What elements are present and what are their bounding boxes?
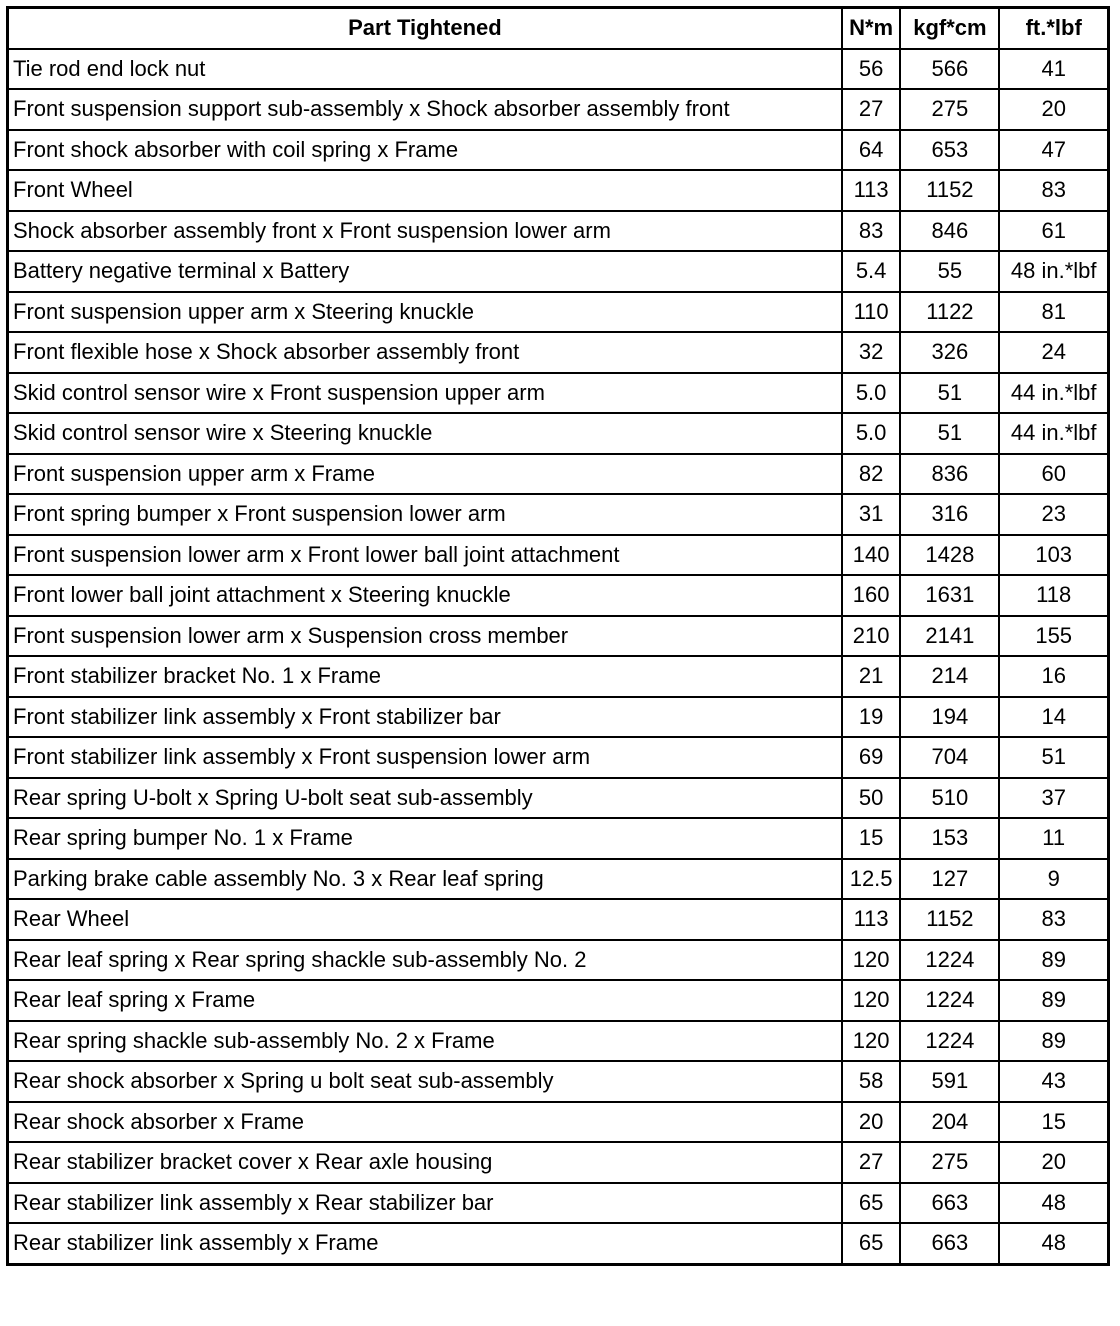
cell-kgf-cm: 1428 bbox=[900, 535, 999, 576]
table-row bbox=[8, 1183, 1109, 1224]
table-row bbox=[8, 130, 1109, 171]
cell-ft-lbf: 20 bbox=[999, 89, 1108, 130]
cell-newton-meters: 50 bbox=[842, 778, 901, 819]
cell-part-tightened: Front stabilizer bracket No. 1 x Frame bbox=[8, 656, 842, 697]
cell-newton-meters: 83 bbox=[842, 211, 901, 252]
cell-kgf-cm: 663 bbox=[900, 1183, 999, 1224]
cell-kgf-cm: 591 bbox=[900, 1061, 999, 1102]
cell-ft-lbf: 61 bbox=[999, 211, 1108, 252]
header-kgf-cm: kgf*cm bbox=[900, 8, 999, 49]
table-row bbox=[8, 818, 1109, 859]
cell-newton-meters: 210 bbox=[842, 616, 901, 657]
cell-newton-meters: 65 bbox=[842, 1183, 901, 1224]
cell-newton-meters: 58 bbox=[842, 1061, 901, 1102]
cell-part-tightened: Front suspension upper arm x Frame bbox=[8, 454, 842, 495]
cell-newton-meters: 65 bbox=[842, 1223, 901, 1264]
table-row bbox=[8, 535, 1109, 576]
cell-ft-lbf: 43 bbox=[999, 1061, 1108, 1102]
cell-newton-meters: 32 bbox=[842, 332, 901, 373]
cell-ft-lbf: 155 bbox=[999, 616, 1108, 657]
cell-kgf-cm: 653 bbox=[900, 130, 999, 171]
cell-ft-lbf: 48 bbox=[999, 1223, 1108, 1264]
cell-kgf-cm: 846 bbox=[900, 211, 999, 252]
cell-part-tightened: Front suspension upper arm x Steering knuckle bbox=[8, 292, 842, 333]
cell-ft-lbf: 83 bbox=[999, 170, 1108, 211]
cell-kgf-cm: 153 bbox=[900, 818, 999, 859]
cell-part-tightened: Rear shock absorber x Spring u bolt seat sub-assembly bbox=[8, 1061, 842, 1102]
cell-newton-meters: 27 bbox=[842, 1142, 901, 1183]
header-row bbox=[8, 8, 1109, 49]
cell-newton-meters: 110 bbox=[842, 292, 901, 333]
cell-part-tightened: Battery negative terminal x Battery bbox=[8, 251, 842, 292]
table-row bbox=[8, 373, 1109, 414]
cell-part-tightened: Front suspension lower arm x Suspension cross member bbox=[8, 616, 842, 657]
cell-newton-meters: 20 bbox=[842, 1102, 901, 1143]
cell-newton-meters: 27 bbox=[842, 89, 901, 130]
header-newton-meters: N*m bbox=[842, 8, 901, 49]
cell-part-tightened: Rear spring bumper No. 1 x Frame bbox=[8, 818, 842, 859]
cell-kgf-cm: 1152 bbox=[900, 899, 999, 940]
cell-ft-lbf: 83 bbox=[999, 899, 1108, 940]
cell-ft-lbf: 11 bbox=[999, 818, 1108, 859]
cell-ft-lbf: 44 in.*lbf bbox=[999, 413, 1108, 454]
cell-kgf-cm: 51 bbox=[900, 413, 999, 454]
cell-kgf-cm: 704 bbox=[900, 737, 999, 778]
table-row bbox=[8, 332, 1109, 373]
header-ft-lbf: ft.*lbf bbox=[999, 8, 1108, 49]
cell-ft-lbf: 89 bbox=[999, 1021, 1108, 1062]
cell-part-tightened: Skid control sensor wire x Front suspension upper arm bbox=[8, 373, 842, 414]
table-header bbox=[8, 8, 1109, 49]
cell-kgf-cm: 326 bbox=[900, 332, 999, 373]
cell-ft-lbf: 44 in.*lbf bbox=[999, 373, 1108, 414]
cell-newton-meters: 160 bbox=[842, 575, 901, 616]
cell-part-tightened: Rear spring U-bolt x Spring U-bolt seat sub-assembly bbox=[8, 778, 842, 819]
cell-newton-meters: 12.5 bbox=[842, 859, 901, 900]
table-row bbox=[8, 454, 1109, 495]
cell-part-tightened: Rear leaf spring x Rear spring shackle sub-assembly No. 2 bbox=[8, 940, 842, 981]
cell-ft-lbf: 15 bbox=[999, 1102, 1108, 1143]
cell-kgf-cm: 1631 bbox=[900, 575, 999, 616]
cell-kgf-cm: 1224 bbox=[900, 1021, 999, 1062]
cell-part-tightened: Rear shock absorber x Frame bbox=[8, 1102, 842, 1143]
cell-newton-meters: 120 bbox=[842, 1021, 901, 1062]
cell-ft-lbf: 14 bbox=[999, 697, 1108, 738]
cell-ft-lbf: 48 in.*lbf bbox=[999, 251, 1108, 292]
cell-kgf-cm: 204 bbox=[900, 1102, 999, 1143]
cell-ft-lbf: 37 bbox=[999, 778, 1108, 819]
table-row bbox=[8, 737, 1109, 778]
cell-newton-meters: 5.4 bbox=[842, 251, 901, 292]
table-row bbox=[8, 211, 1109, 252]
torque-spec-table bbox=[6, 6, 1110, 1266]
table-row bbox=[8, 49, 1109, 90]
cell-newton-meters: 140 bbox=[842, 535, 901, 576]
cell-ft-lbf: 20 bbox=[999, 1142, 1108, 1183]
cell-newton-meters: 113 bbox=[842, 899, 901, 940]
cell-newton-meters: 19 bbox=[842, 697, 901, 738]
cell-ft-lbf: 89 bbox=[999, 940, 1108, 981]
cell-part-tightened: Front spring bumper x Front suspension lower arm bbox=[8, 494, 842, 535]
cell-newton-meters: 120 bbox=[842, 940, 901, 981]
cell-kgf-cm: 663 bbox=[900, 1223, 999, 1264]
cell-ft-lbf: 23 bbox=[999, 494, 1108, 535]
cell-kgf-cm: 2141 bbox=[900, 616, 999, 657]
table-row bbox=[8, 980, 1109, 1021]
cell-part-tightened: Rear stabilizer link assembly x Rear stabilizer bar bbox=[8, 1183, 842, 1224]
table-row bbox=[8, 656, 1109, 697]
table-row bbox=[8, 89, 1109, 130]
cell-part-tightened: Rear leaf spring x Frame bbox=[8, 980, 842, 1021]
table-body bbox=[8, 49, 1109, 1265]
table-row bbox=[8, 616, 1109, 657]
cell-ft-lbf: 48 bbox=[999, 1183, 1108, 1224]
cell-part-tightened: Rear stabilizer link assembly x Frame bbox=[8, 1223, 842, 1264]
cell-part-tightened: Rear spring shackle sub-assembly No. 2 x Frame bbox=[8, 1021, 842, 1062]
cell-part-tightened: Rear stabilizer bracket cover x Rear axle housing bbox=[8, 1142, 842, 1183]
cell-ft-lbf: 51 bbox=[999, 737, 1108, 778]
cell-ft-lbf: 81 bbox=[999, 292, 1108, 333]
cell-ft-lbf: 47 bbox=[999, 130, 1108, 171]
cell-kgf-cm: 275 bbox=[900, 89, 999, 130]
table-row bbox=[8, 251, 1109, 292]
cell-newton-meters: 69 bbox=[842, 737, 901, 778]
cell-part-tightened: Parking brake cable assembly No. 3 x Rear leaf spring bbox=[8, 859, 842, 900]
table-row bbox=[8, 1142, 1109, 1183]
table-row bbox=[8, 1223, 1109, 1264]
cell-part-tightened: Tie rod end lock nut bbox=[8, 49, 842, 90]
cell-kgf-cm: 1152 bbox=[900, 170, 999, 211]
table-row bbox=[8, 413, 1109, 454]
table-row bbox=[8, 494, 1109, 535]
cell-ft-lbf: 103 bbox=[999, 535, 1108, 576]
cell-part-tightened: Shock absorber assembly front x Front suspension lower arm bbox=[8, 211, 842, 252]
cell-part-tightened: Front flexible hose x Shock absorber assembly front bbox=[8, 332, 842, 373]
table-row bbox=[8, 292, 1109, 333]
table-row bbox=[8, 697, 1109, 738]
cell-newton-meters: 5.0 bbox=[842, 373, 901, 414]
cell-newton-meters: 56 bbox=[842, 49, 901, 90]
table-row bbox=[8, 575, 1109, 616]
cell-kgf-cm: 1224 bbox=[900, 940, 999, 981]
cell-kgf-cm: 566 bbox=[900, 49, 999, 90]
cell-part-tightened: Front stabilizer link assembly x Front suspension lower arm bbox=[8, 737, 842, 778]
table-row bbox=[8, 940, 1109, 981]
cell-part-tightened: Front Wheel bbox=[8, 170, 842, 211]
cell-newton-meters: 113 bbox=[842, 170, 901, 211]
cell-kgf-cm: 510 bbox=[900, 778, 999, 819]
cell-kgf-cm: 55 bbox=[900, 251, 999, 292]
cell-ft-lbf: 9 bbox=[999, 859, 1108, 900]
table-row bbox=[8, 170, 1109, 211]
cell-newton-meters: 82 bbox=[842, 454, 901, 495]
cell-kgf-cm: 127 bbox=[900, 859, 999, 900]
cell-ft-lbf: 60 bbox=[999, 454, 1108, 495]
table-row bbox=[8, 778, 1109, 819]
cell-kgf-cm: 316 bbox=[900, 494, 999, 535]
cell-part-tightened: Rear Wheel bbox=[8, 899, 842, 940]
cell-part-tightened: Front suspension support sub-assembly x Shock absorber assembly front bbox=[8, 89, 842, 130]
cell-kgf-cm: 275 bbox=[900, 1142, 999, 1183]
cell-kgf-cm: 1122 bbox=[900, 292, 999, 333]
cell-kgf-cm: 1224 bbox=[900, 980, 999, 1021]
cell-part-tightened: Front lower ball joint attachment x Steering knuckle bbox=[8, 575, 842, 616]
table-row bbox=[8, 1021, 1109, 1062]
cell-kgf-cm: 836 bbox=[900, 454, 999, 495]
cell-kgf-cm: 214 bbox=[900, 656, 999, 697]
cell-part-tightened: Front shock absorber with coil spring x Frame bbox=[8, 130, 842, 171]
cell-kgf-cm: 194 bbox=[900, 697, 999, 738]
cell-newton-meters: 31 bbox=[842, 494, 901, 535]
cell-ft-lbf: 41 bbox=[999, 49, 1108, 90]
cell-newton-meters: 5.0 bbox=[842, 413, 901, 454]
cell-part-tightened: Front stabilizer link assembly x Front stabilizer bar bbox=[8, 697, 842, 738]
header-part-tightened: Part Tightened bbox=[8, 8, 842, 49]
cell-part-tightened: Front suspension lower arm x Front lower ball joint attachment bbox=[8, 535, 842, 576]
table-row bbox=[8, 1102, 1109, 1143]
cell-ft-lbf: 89 bbox=[999, 980, 1108, 1021]
table-row bbox=[8, 1061, 1109, 1102]
cell-ft-lbf: 118 bbox=[999, 575, 1108, 616]
cell-ft-lbf: 24 bbox=[999, 332, 1108, 373]
cell-ft-lbf: 16 bbox=[999, 656, 1108, 697]
cell-newton-meters: 15 bbox=[842, 818, 901, 859]
cell-newton-meters: 21 bbox=[842, 656, 901, 697]
cell-part-tightened: Skid control sensor wire x Steering knuckle bbox=[8, 413, 842, 454]
table-row bbox=[8, 899, 1109, 940]
table-row bbox=[8, 859, 1109, 900]
cell-kgf-cm: 51 bbox=[900, 373, 999, 414]
cell-newton-meters: 64 bbox=[842, 130, 901, 171]
cell-newton-meters: 120 bbox=[842, 980, 901, 1021]
